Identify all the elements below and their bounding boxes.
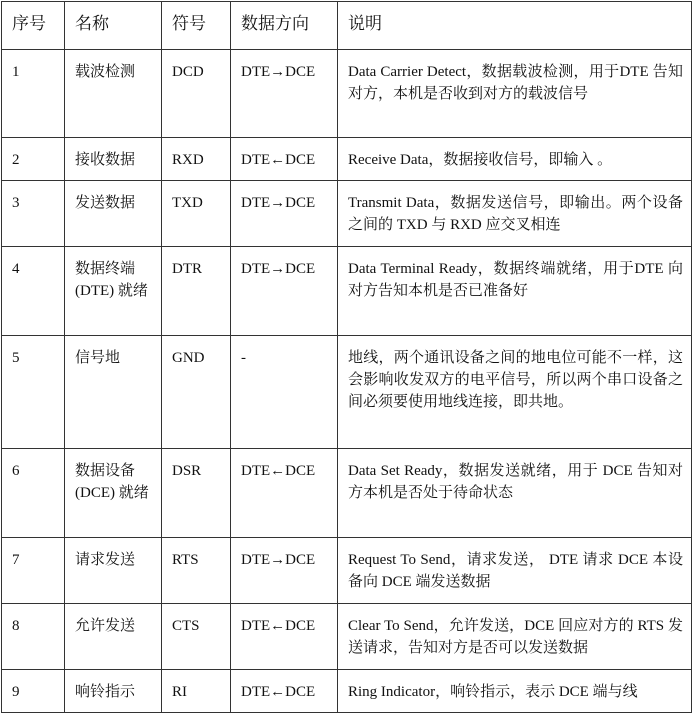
cell-number: 9 bbox=[2, 670, 65, 713]
cell-number: 4 bbox=[2, 247, 65, 336]
cell-description: Data Carrier Detect，数据载波检测，用于DTE 告知对方，本机是否收到对方的载波信号 bbox=[338, 50, 692, 138]
cell-symbol: CTS bbox=[162, 604, 231, 670]
cell-name: 接收数据 bbox=[65, 138, 162, 181]
cell-number: 7 bbox=[2, 538, 65, 604]
header-direction: 数据方向 bbox=[231, 2, 338, 50]
cell-symbol: GND bbox=[162, 336, 231, 449]
cell-name: 数据终端(DTE) 就绪 bbox=[65, 247, 162, 336]
cell-name: 信号地 bbox=[65, 336, 162, 449]
cell-name: 载波检测 bbox=[65, 50, 162, 138]
header-symbol: 符号 bbox=[162, 2, 231, 50]
cell-direction: DTE→DCE bbox=[231, 181, 338, 247]
table-row bbox=[2, 538, 692, 604]
header-name: 名称 bbox=[65, 2, 162, 50]
cell-number: 2 bbox=[2, 138, 65, 181]
cell-symbol: DCD bbox=[162, 50, 231, 138]
table-row bbox=[2, 670, 692, 713]
header-no: 序号 bbox=[2, 2, 65, 50]
cell-description: Clear To Send，允许发送，DCE 回应对方的 RTS 发送请求，告知对方是否可以发送数据 bbox=[338, 604, 692, 670]
cell-direction: DTE←DCE bbox=[231, 670, 338, 713]
cell-symbol: RI bbox=[162, 670, 231, 713]
cell-description: Data Terminal Ready，数据终端就绪，用于DTE 向对方告知本机是否已准备好 bbox=[338, 247, 692, 336]
cell-symbol: TXD bbox=[162, 181, 231, 247]
cell-symbol: DTR bbox=[162, 247, 231, 336]
cell-direction: DTE←DCE bbox=[231, 604, 338, 670]
header-row bbox=[2, 2, 692, 50]
cell-number: 5 bbox=[2, 336, 65, 449]
cell-symbol: RXD bbox=[162, 138, 231, 181]
cell-name: 响铃指示 bbox=[65, 670, 162, 713]
cell-symbol: RTS bbox=[162, 538, 231, 604]
cell-number: 1 bbox=[2, 50, 65, 138]
cell-direction: DTE←DCE bbox=[231, 138, 338, 181]
cell-name: 数据设备(DCE) 就绪 bbox=[65, 449, 162, 538]
cell-description: Request To Send，请求发送， DTE 请求 DCE 本设备向 DCE 端发送数据 bbox=[338, 538, 692, 604]
table-row bbox=[2, 336, 692, 449]
cell-direction: DTE→DCE bbox=[231, 538, 338, 604]
cell-symbol: DSR bbox=[162, 449, 231, 538]
cell-name: 请求发送 bbox=[65, 538, 162, 604]
cell-number: 8 bbox=[2, 604, 65, 670]
table-row bbox=[2, 138, 692, 181]
cell-description: Data Set Ready，数据发送就绪，用于 DCE 告知对方本机是否处于待命状态 bbox=[338, 449, 692, 538]
cell-direction: DTE←DCE bbox=[231, 449, 338, 538]
cell-direction: - bbox=[231, 336, 338, 449]
signal-table bbox=[1, 1, 692, 713]
table-row bbox=[2, 50, 692, 138]
table-row bbox=[2, 604, 692, 670]
cell-description: Receive Data，数据接收信号，即输入 。 bbox=[338, 138, 692, 181]
cell-direction: DTE→DCE bbox=[231, 247, 338, 336]
table-row bbox=[2, 181, 692, 247]
cell-direction: DTE→DCE bbox=[231, 50, 338, 138]
cell-name: 发送数据 bbox=[65, 181, 162, 247]
cell-description: Transmit Data，数据发送信号，即输出。两个设备之间的 TXD 与 RXD 应交叉相连 bbox=[338, 181, 692, 247]
table-row bbox=[2, 247, 692, 336]
cell-number: 6 bbox=[2, 449, 65, 538]
cell-number: 3 bbox=[2, 181, 65, 247]
cell-description: Ring Indicator，响铃指示，表示 DCE 端与线 bbox=[338, 670, 692, 713]
table-row bbox=[2, 449, 692, 538]
cell-description: 地线，两个通讯设备之间的地电位可能不一样，这会影响收发双方的电平信号，所以两个串口设备之间必须要使用地线连接，即共地。 bbox=[338, 336, 692, 449]
header-description: 说明 bbox=[338, 2, 692, 50]
cell-name: 允许发送 bbox=[65, 604, 162, 670]
